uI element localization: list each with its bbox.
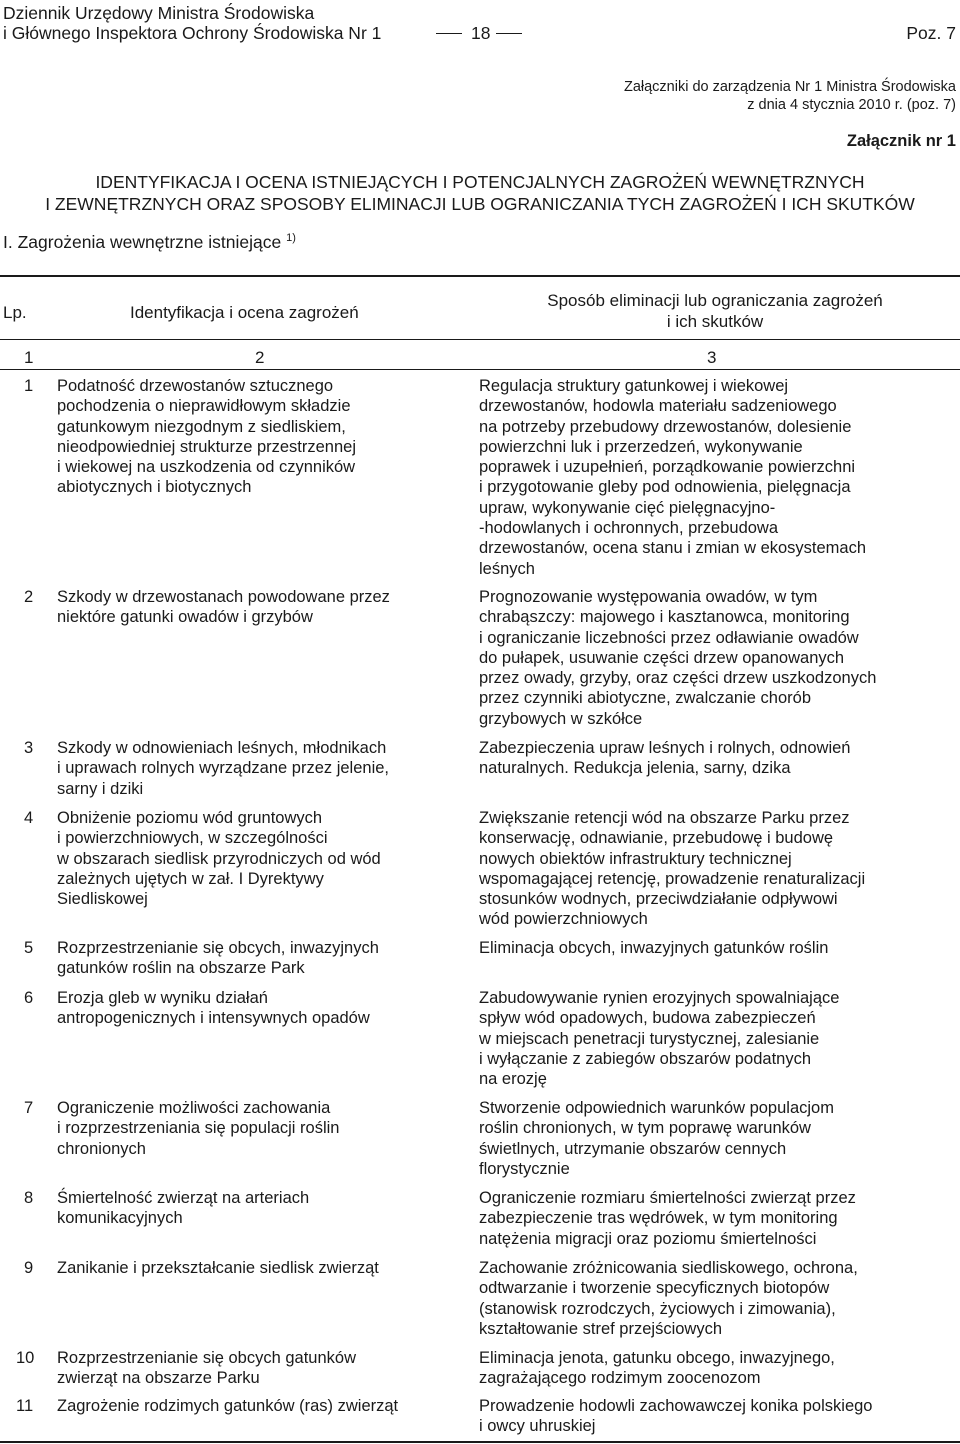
method-line: na potrzeby przebudowy drzewostanów, dolesienie (479, 417, 852, 436)
method-line: kształtowanie stref przejściowych (479, 1319, 723, 1338)
method-line: konserwację, odnawianie, przebudowę i budowę (479, 829, 834, 848)
threat-description (57, 938, 469, 979)
threat-line: sarny i dziki (57, 779, 144, 798)
method-line: przez czynniki abiotyczne, zwalczanie chorób (479, 689, 811, 708)
threat-line: i rozprzestrzeniania się populacji roślin (57, 1119, 340, 1138)
threat-line: Śmiertelność zwierząt na arteriach (57, 1189, 310, 1207)
position-number: Poz. 7 (906, 23, 956, 43)
threat-description (57, 1188, 469, 1229)
method-line: leśnych (479, 559, 535, 578)
row-number: 6 (24, 989, 34, 1007)
column-header-method-line2: i ich skutków (666, 312, 764, 331)
page-number-dash-right (496, 33, 522, 34)
attachment-label: Załącznik nr 1 (846, 132, 956, 150)
threat-line: Zagrożenie rodzimych gatunków (ras) zwierząt (57, 1397, 399, 1415)
mitigation-method (479, 587, 957, 729)
method-line: natężenia migracji oraz poziomu śmiertelności (479, 1229, 817, 1248)
method-line: (stanowisk rozrodczych, życiowych i zimowania), (479, 1299, 836, 1318)
threat-line: antropogenicznych i intensywnych opadów (57, 1009, 370, 1028)
method-line: Ograniczenie rozmiaru śmiertelności zwierząt przez (479, 1189, 856, 1207)
method-line: Zabezpieczenia upraw leśnych i rolnych, odnowień (479, 739, 851, 757)
column-header-identification: Identyfikacja i ocena zagrożeń (130, 303, 359, 322)
mitigation-method (479, 1188, 957, 1249)
mitigation-method (479, 1258, 957, 1339)
threat-description (57, 808, 469, 909)
mitigation-method (479, 988, 957, 1089)
method-line: roślin chronionych, w tym poprawę warunków (479, 1119, 811, 1138)
threat-line: i uprawach rolnych wyrządzane przez jelenie, (57, 759, 389, 778)
threat-line: komunikacyjnych (57, 1209, 183, 1228)
column-header-method (510, 290, 920, 332)
document-title-line1: IDENTYFIKACJA I OCENA ISTNIEJĄCYCH I POTENCJALNYCH ZAGROŻEŃ WEWNĘTRZNYCH (95, 172, 865, 192)
column-header-lp: Lp. (3, 303, 27, 322)
method-line: wspomagającej retencję, prowadzenie renaturalizacji (479, 869, 866, 888)
method-line: upraw, wykonywanie cięć pielęgnacyjno- (479, 498, 776, 517)
row-number: 8 (24, 1189, 34, 1207)
row-number: 11 (16, 1397, 34, 1415)
threat-line: Obniżenie poziomu wód gruntowych (57, 809, 323, 827)
header-rule (0, 339, 960, 340)
method-line: Eliminacja obcych, inwazyjnych gatunków roślin (479, 939, 829, 957)
mitigation-method (479, 738, 957, 779)
threat-line: i powierzchniowych, w szczególności (57, 829, 328, 848)
table-top-rule (0, 275, 960, 277)
method-line: Eliminacja jenota, gatunku obcego, inwazyjnego, (479, 1349, 835, 1367)
mitigation-method (479, 1396, 957, 1437)
threat-description (57, 738, 469, 799)
method-line: drzewostanów, ocena stanu i zmian w ekosystemach (479, 539, 867, 558)
row-number: 3 (24, 739, 34, 757)
threat-description (57, 1396, 469, 1416)
mitigation-method (479, 808, 957, 930)
threat-line: Szkody w drzewostanach powodowane przez (57, 588, 390, 606)
method-line: Regulacja struktury gatunkowej i wiekowej (479, 377, 789, 395)
column-header-method-line1: Sposób eliminacji lub ograniczania zagrożeń (547, 291, 883, 310)
row-number: 1 (24, 377, 34, 395)
row-number: 2 (24, 588, 34, 606)
mitigation-method (479, 938, 957, 958)
threat-description (57, 1098, 469, 1159)
method-line: odtwarzanie i tworzenie specyficznych biotopów (479, 1279, 830, 1298)
page-number-dash-left (436, 33, 462, 34)
page-number: 18 (471, 23, 491, 43)
threat-line: Siedliskowej (57, 890, 148, 909)
row-number: 5 (24, 939, 34, 957)
method-line: Zabudowywanie rynien erozyjnych spowalniające (479, 989, 840, 1007)
attachment-note (624, 78, 956, 114)
threat-description (57, 376, 469, 498)
method-line: Prowadzenie hodowli zachowawczej konika polskiego (479, 1397, 873, 1415)
section-heading-label: I. Zagrożenia wewnętrzne istniejące (3, 232, 282, 252)
row-number: 10 (16, 1349, 35, 1367)
method-line: powierzchni luk i przerzedzeń, wykonywanie (479, 437, 803, 456)
threat-line: Rozprzestrzenianie się obcych, inwazyjnych (57, 939, 379, 957)
section-footnote-marker: 1) (286, 232, 296, 245)
threat-line: i wiekowej na uszkodzenia od czynników (57, 458, 356, 477)
method-line: drzewostanów, hodowla materiału sadzeniowego (479, 397, 837, 416)
threat-line: niektóre gatunki owadów i grzybów (57, 608, 313, 627)
row-number: 7 (24, 1099, 34, 1117)
method-line: przez owady, grzyby, oraz części drzew uszkodzonych (479, 669, 877, 688)
method-line: -hodowlanych i ochronnych, przebudowa (479, 519, 779, 538)
mitigation-method (479, 376, 957, 579)
method-line: poprawek i uzupełnień, porządkowanie powierzchni (479, 458, 856, 477)
threat-line: gatunkowym niezgodnym z siedliskiem, (57, 417, 346, 436)
threat-line: Ograniczenie możliwości zachowania (57, 1099, 331, 1117)
threat-line: Szkody w odnowieniach leśnych, młodnikach (57, 739, 387, 757)
method-line: na erozję (479, 1070, 547, 1089)
attachment-note-line1: Załączniki do zarządzenia Nr 1 Ministra Środowiska (623, 79, 956, 95)
threat-description (57, 988, 469, 1029)
method-line: i ograniczanie liczebności przez odławianie owadów (479, 628, 859, 647)
method-line: Prognozowanie występowania owadów, w tym (479, 588, 818, 606)
threat-line: pochodzenia o nieprawidłowym składzie (57, 397, 351, 416)
method-line: w miejscach penetracji turystycznej, zalesianie (479, 1029, 820, 1048)
threat-line: nieodpowiedniej strukturze przestrzennej (57, 437, 356, 456)
threat-line: Zanikanie i przekształcanie siedlisk zwierząt (57, 1259, 379, 1277)
attachment-note-line2: z dnia 4 stycznia 2010 r. (poz. 7) (747, 97, 956, 113)
threat-description (57, 1348, 469, 1389)
document-title-line2: I ZEWNĘTRZNYCH ORAZ SPOSOBY ELIMINACJI LUB OGRANICZANIA TYCH ZAGROŻEŃ I ICH SKUTKÓW (45, 194, 915, 214)
row-number: 4 (24, 809, 34, 827)
row-number: 9 (24, 1259, 34, 1277)
column-number-1: 1 (24, 348, 34, 367)
threat-line: Rozprzestrzenianie się obcych gatunków (57, 1349, 356, 1367)
column-number-2: 2 (255, 348, 265, 367)
threat-line: w obszarach siedlisk przyrodniczych od wód (57, 849, 381, 868)
threat-description (57, 587, 469, 628)
threat-line: Podatność drzewostanów sztucznego (57, 377, 334, 395)
method-line: Zachowanie zróżnicowania siedliskowego, ochrona, (479, 1259, 858, 1277)
threat-description (57, 1258, 469, 1278)
method-line: do pułapek, usuwanie części drzew opanowanych (479, 648, 845, 667)
method-line: chrabąszczy: majowego i kasztanowca, monitoring (479, 608, 850, 627)
method-line: wód powierzchniowych (479, 910, 648, 929)
method-line: naturalnych. Redukcja jelenia, sarny, dzika (479, 759, 791, 778)
method-line: i przygotowanie gleby pod odnowienia, pielęgnacja (479, 478, 851, 497)
section-heading (3, 232, 296, 253)
method-line: Stworzenie odpowiednich warunków populacjom (479, 1099, 834, 1117)
journal-title-line2: i Głównego Inspektora Ochrony Środowiska Nr 1 (3, 23, 382, 43)
column-number-3: 3 (707, 348, 717, 367)
method-line: zabezpieczenie tras wędrówek, w tym monitoring (479, 1209, 838, 1228)
journal-title-line1: Dziennik Urzędowy Ministra Środowiska (3, 3, 315, 23)
threat-line: gatunków roślin na obszarze Park (57, 959, 305, 978)
method-line: florystycznie (479, 1159, 570, 1178)
method-line: nowych obiektów infrastruktury technicznej (479, 849, 792, 868)
method-line: spływ wód opadowych, budowa zabezpieczeń (479, 1009, 816, 1028)
threat-line: abiotycznych i biotycznych (57, 478, 252, 497)
journal-header (3, 3, 381, 43)
method-line: zagrażającego rodzimym zoocenozom (479, 1369, 761, 1388)
method-line: stosunków wodnych, przeciwdziałanie odpływowi (479, 890, 838, 909)
column-number-rule (0, 369, 960, 370)
threat-line: chronionych (57, 1139, 146, 1158)
method-line: i wyłączanie z zabiegów obszarów podatnych (479, 1049, 812, 1068)
method-line: i owcy uhruskiej (479, 1417, 596, 1436)
mitigation-method (479, 1348, 957, 1389)
method-line: grzybowych w szkółce (479, 709, 643, 728)
threat-line: zależnych ujętych w zał. I Dyrektywy (57, 869, 324, 888)
table-bottom-rule (0, 1441, 960, 1443)
method-line: świetlnych, utrzymanie obszarów cennych (479, 1139, 787, 1158)
mitigation-method (479, 1098, 957, 1179)
method-line: Zwiększanie retencji wód na obszarze Parku przez (479, 809, 850, 827)
threat-line: Erozja gleb w wyniku działań (57, 989, 268, 1007)
threat-line: zwierząt na obszarze Parku (57, 1369, 260, 1388)
